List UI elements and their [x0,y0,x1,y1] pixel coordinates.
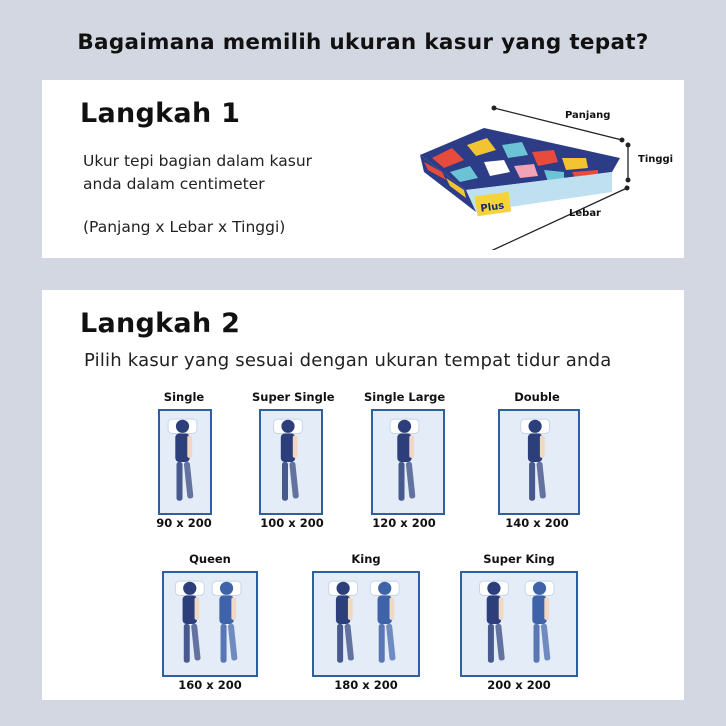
bed-name: Super Single [252,390,335,404]
bed-option-king [310,552,422,692]
step1-desc-line2: anda dalam centimeter [83,175,265,193]
mattress-icon [372,100,672,250]
bed-people-icon [314,573,418,675]
bed-illustration [498,409,580,515]
bed-size: 160 x 200 [178,678,242,692]
dim-label-lebar: Lebar [569,208,601,219]
bed-name: Single [163,390,205,404]
bed-size: 120 x 200 [372,516,436,530]
bed-illustration [371,409,445,515]
step1-description [83,150,363,196]
step1-title: Langkah 1 [80,98,241,129]
bed-size: 100 x 200 [260,516,324,530]
bed-people-icon [160,411,210,513]
step2-subtitle: Pilih kasur yang sesuai dengan ukuran tempat tidur anda [84,350,612,371]
dim-label-panjang: Panjang [565,110,611,121]
bed-size: 140 x 200 [505,516,569,530]
dim-label-tinggi: Tinggi [638,154,674,165]
bed-size: 180 x 200 [334,678,398,692]
mattress-illustration [372,100,672,250]
bed-people-icon [462,573,576,675]
bed-name: King [351,552,381,566]
bed-people-icon [261,411,321,513]
bed-option-single [156,390,212,530]
bed-name: Double [514,390,560,404]
step1-panel [42,80,684,258]
bed-name: Queen [189,552,231,566]
bed-size: 90 x 200 [156,516,212,530]
bed-option-single-large [364,390,444,530]
bed-option-queen [160,552,260,692]
bed-people-icon [500,411,578,513]
bed-option-super-king [458,552,580,692]
step2-title: Langkah 2 [80,308,241,339]
bed-illustration [460,571,578,677]
bed-name: Single Large [364,390,446,404]
step1-formula: (Panjang x Lebar x Tinggi) [83,218,286,236]
bed-illustration [162,571,258,677]
step1-desc-line1: Ukur tepi bagian dalam kasur [83,152,313,170]
bed-illustration [312,571,420,677]
bed-option-double [492,390,582,530]
mattress-brand-text: Plus [479,200,505,215]
bed-size: 200 x 200 [487,678,551,692]
page-title: Bagaimana memilih ukuran kasur yang tepat? [77,30,649,55]
bed-illustration [259,409,323,515]
bed-people-icon [373,411,443,513]
bed-illustration [158,409,212,515]
bed-people-icon [164,573,256,675]
step2-panel [42,290,684,700]
bed-name: Super King [483,552,555,566]
bed-option-super-single [252,390,335,530]
